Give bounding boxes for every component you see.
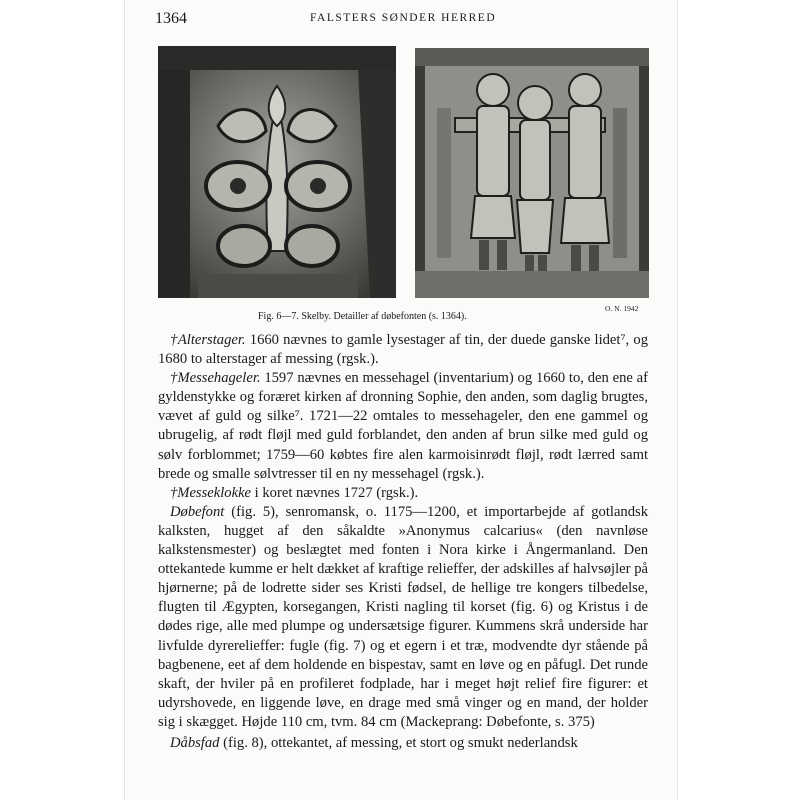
section-heading: Døbefont <box>170 503 225 520</box>
page-number: 1364 <box>155 10 187 27</box>
body-text <box>158 331 648 753</box>
section-heading: †Messehageler. <box>170 370 261 387</box>
paragraph-messehageler <box>158 369 648 484</box>
photo-credit: O. N. 1942 <box>605 304 639 313</box>
figure-caption: Fig. 6—7. Skelby. Detailler af døbefonten (s. 1364). <box>258 311 467 322</box>
paragraph-alterstager <box>158 331 648 369</box>
paragraph-body: (fig. 8), ottekantet, af messing, et stort og smukt nederlandsk <box>219 734 578 751</box>
paragraph-daabsfad <box>158 734 648 753</box>
paragraph-body: i koret nævnes 1727 (rgsk.). <box>251 484 419 501</box>
section-heading: †Messeklokke <box>170 484 252 501</box>
section-heading: Dåbsfad <box>170 734 220 751</box>
section-heading: †Alterstager. <box>170 332 246 348</box>
paragraph-messeklokke <box>158 484 648 503</box>
paragraph-body: 1660 nævnes to gamle lysestager af tin, der duede ganske lidet⁷, og 1680 to alterstager af messing (rgsk.). <box>158 332 649 368</box>
paragraph-body: 1597 nævnes en messehagel (inventarium) og 1660 to, den ene af gyldenstykke og foræret kirken af dronning Sophie, den anden, som daglig brugtes, vævet af guld og silke⁷. 1721—22 omtales to messehageler, den ene gammel og ubrugelig, af rødt fløjl med guld forblandet, den anden af brun silke med guld og sølv forblommet; 1759—60 købtes fire alen karmoisinrødt fløjl, rødt lærred samt brede og smalle sølvtresser til en ny messehagel (rgsk.). <box>158 370 648 482</box>
paragraph-doebefont <box>158 503 648 732</box>
paragraph-body: (fig. 5), senromansk, o. 1175—1200, et importarbejde af gotlandsk kalksten, hugget af den såkaldte »Anonymus calcarius« (den navnløse kalkstensmester) og beslægtet med fonten i Nora kirke i Ångermanland. Den ottekantede kumme er helt dækket af kraftige relieffer, der adskilles af halvsøjler på hjørnerne; på de lodrette sider ses Kristi fødsel, de hellige tre kongers tilbedelse, flugten til Ægypten, korsegangen, Kristi nagling til korset (fig. 6) og Kristus i de dødes rige, alle med plumpe og undersætsige figurer. Kummens skrå underside har livfulde dyrerelieffer: fugle (fig. 7) og et egern i et træ, modvendte dyr stående på bagbenene, eet af dem holdende en bispestav, samt en løve og en påfugl. Det runde skaft, der hviler på en profileret fodplade, har i meget højt relief fire figurer: et udyrshovede, en liggende løve, en drage med små vinger og en mand, der holder sig i skægget. Højde 110 cm, tvm. 84 cm (Mackeprang: Døbefonte, s. 375) <box>158 503 648 730</box>
photo-fig-7-birds-relief <box>158 46 396 298</box>
photo-fig-6-crucifixion-relief <box>415 48 649 298</box>
running-title: FALSTERS SØNDER HERRED <box>310 12 497 24</box>
